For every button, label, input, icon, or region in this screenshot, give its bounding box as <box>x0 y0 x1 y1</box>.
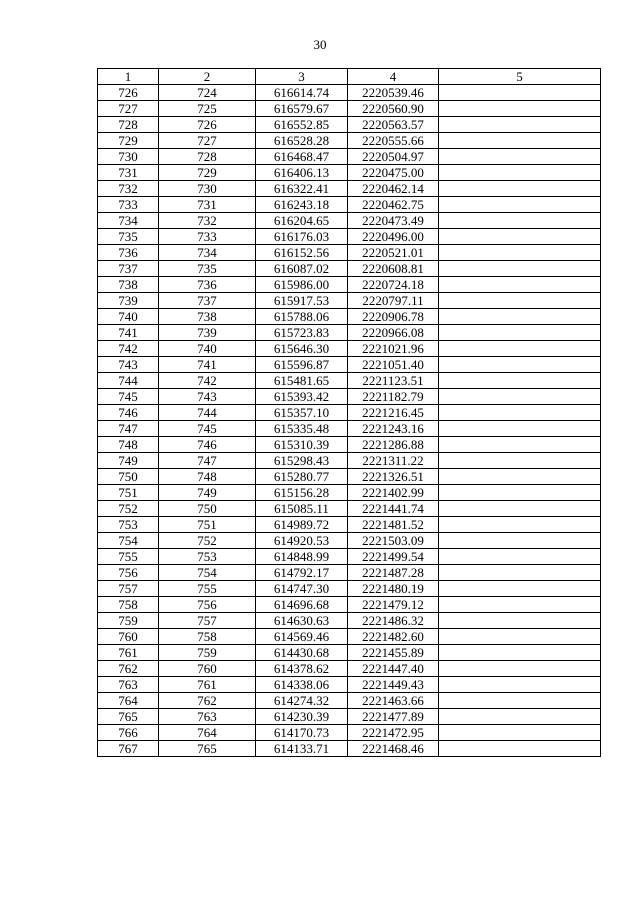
cell-col-3: 614920.53 <box>256 533 348 549</box>
cell-col-2: 731 <box>159 197 256 213</box>
cell-col-5 <box>439 725 601 741</box>
cell-col-4: 2221472.95 <box>348 725 439 741</box>
cell-col-5 <box>439 741 601 757</box>
cell-col-2: 733 <box>159 229 256 245</box>
cell-col-2: 755 <box>159 581 256 597</box>
cell-col-3: 615357.10 <box>256 405 348 421</box>
table-row <box>98 565 601 581</box>
cell-col-4: 2221311.22 <box>348 453 439 469</box>
cell-col-4: 2221455.89 <box>348 645 439 661</box>
cell-col-1: 738 <box>98 277 159 293</box>
cell-col-5 <box>439 181 601 197</box>
column-header-4: 4 <box>348 69 439 85</box>
table-row <box>98 533 601 549</box>
cell-col-5 <box>439 517 601 533</box>
table-row <box>98 725 601 741</box>
cell-col-4: 2220496.00 <box>348 229 439 245</box>
cell-col-5 <box>439 597 601 613</box>
cell-col-1: 746 <box>98 405 159 421</box>
table-row <box>98 581 601 597</box>
cell-col-1: 737 <box>98 261 159 277</box>
cell-col-4: 2221051.40 <box>348 357 439 373</box>
cell-col-2: 749 <box>159 485 256 501</box>
cell-col-1: 740 <box>98 309 159 325</box>
cell-col-1: 727 <box>98 101 159 117</box>
cell-col-2: 754 <box>159 565 256 581</box>
cell-col-2: 737 <box>159 293 256 309</box>
cell-col-4: 2221477.89 <box>348 709 439 725</box>
cell-col-2: 734 <box>159 245 256 261</box>
cell-col-1: 731 <box>98 165 159 181</box>
table-row <box>98 277 601 293</box>
cell-col-1: 733 <box>98 197 159 213</box>
cell-col-1: 726 <box>98 85 159 101</box>
cell-col-1: 734 <box>98 213 159 229</box>
cell-col-1: 759 <box>98 613 159 629</box>
cell-col-1: 755 <box>98 549 159 565</box>
table-row <box>98 677 601 693</box>
cell-col-4: 2221402.99 <box>348 485 439 501</box>
cell-col-5 <box>439 501 601 517</box>
cell-col-5 <box>439 709 601 725</box>
cell-col-1: 735 <box>98 229 159 245</box>
cell-col-1: 739 <box>98 293 159 309</box>
cell-col-4: 2220555.66 <box>348 133 439 149</box>
cell-col-2: 752 <box>159 533 256 549</box>
cell-col-5 <box>439 165 601 181</box>
cell-col-1: 749 <box>98 453 159 469</box>
cell-col-3: 616243.18 <box>256 197 348 213</box>
cell-col-5 <box>439 357 601 373</box>
table-row <box>98 341 601 357</box>
cell-col-2: 724 <box>159 85 256 101</box>
cell-col-2: 726 <box>159 117 256 133</box>
column-header-5: 5 <box>439 69 601 85</box>
cell-col-4: 2221487.28 <box>348 565 439 581</box>
cell-col-1: 730 <box>98 149 159 165</box>
cell-col-5 <box>439 613 601 629</box>
cell-col-5 <box>439 261 601 277</box>
table-row <box>98 421 601 437</box>
table-row <box>98 245 601 261</box>
cell-col-1: 752 <box>98 501 159 517</box>
cell-col-2: 758 <box>159 629 256 645</box>
table-row <box>98 101 601 117</box>
cell-col-2: 764 <box>159 725 256 741</box>
cell-col-2: 762 <box>159 693 256 709</box>
table-row <box>98 325 601 341</box>
cell-col-5 <box>439 373 601 389</box>
cell-col-3: 614569.46 <box>256 629 348 645</box>
cell-col-5 <box>439 581 601 597</box>
cell-col-5 <box>439 469 601 485</box>
table-row <box>98 453 601 469</box>
cell-col-4: 2221503.09 <box>348 533 439 549</box>
column-header-3: 3 <box>256 69 348 85</box>
cell-col-3: 614747.30 <box>256 581 348 597</box>
cell-col-1: 761 <box>98 645 159 661</box>
table-row <box>98 309 601 325</box>
cell-col-4: 2220539.46 <box>348 85 439 101</box>
table-row <box>98 469 601 485</box>
table-body <box>98 85 601 757</box>
cell-col-4: 2220473.49 <box>348 213 439 229</box>
cell-col-4: 2221123.51 <box>348 373 439 389</box>
cell-col-5 <box>439 133 601 149</box>
cell-col-3: 615596.87 <box>256 357 348 373</box>
table-row <box>98 597 601 613</box>
table-row <box>98 549 601 565</box>
cell-col-1: 762 <box>98 661 159 677</box>
table-row <box>98 293 601 309</box>
cell-col-3: 615335.48 <box>256 421 348 437</box>
table-row <box>98 485 601 501</box>
cell-col-5 <box>439 421 601 437</box>
cell-col-3: 614792.17 <box>256 565 348 581</box>
cell-col-4: 2221243.16 <box>348 421 439 437</box>
cell-col-5 <box>439 341 601 357</box>
cell-col-1: 757 <box>98 581 159 597</box>
cell-col-4: 2220966.08 <box>348 325 439 341</box>
cell-col-4: 2220563.57 <box>348 117 439 133</box>
cell-col-1: 742 <box>98 341 159 357</box>
cell-col-5 <box>439 389 601 405</box>
cell-col-3: 614848.99 <box>256 549 348 565</box>
cell-col-2: 740 <box>159 341 256 357</box>
cell-col-2: 744 <box>159 405 256 421</box>
cell-col-4: 2220475.00 <box>348 165 439 181</box>
cell-col-1: 758 <box>98 597 159 613</box>
cell-col-1: 732 <box>98 181 159 197</box>
cell-col-3: 616087.02 <box>256 261 348 277</box>
table-header <box>98 69 601 85</box>
cell-col-3: 616552.85 <box>256 117 348 133</box>
cell-col-2: 725 <box>159 101 256 117</box>
cell-col-4: 2220797.11 <box>348 293 439 309</box>
cell-col-2: 757 <box>159 613 256 629</box>
cell-col-1: 765 <box>98 709 159 725</box>
cell-col-5 <box>439 229 601 245</box>
cell-col-2: 736 <box>159 277 256 293</box>
cell-col-3: 614274.32 <box>256 693 348 709</box>
cell-col-5 <box>439 85 601 101</box>
cell-col-4: 2220724.18 <box>348 277 439 293</box>
column-header-2: 2 <box>159 69 256 85</box>
table-row <box>98 501 601 517</box>
table-row <box>98 133 601 149</box>
cell-col-5 <box>439 293 601 309</box>
cell-col-3: 614170.73 <box>256 725 348 741</box>
cell-col-3: 616614.74 <box>256 85 348 101</box>
cell-col-4: 2221463.66 <box>348 693 439 709</box>
cell-col-4: 2221441.74 <box>348 501 439 517</box>
cell-col-1: 751 <box>98 485 159 501</box>
cell-col-1: 754 <box>98 533 159 549</box>
table-row <box>98 693 601 709</box>
table-row <box>98 117 601 133</box>
cell-col-4: 2220462.75 <box>348 197 439 213</box>
cell-col-2: 753 <box>159 549 256 565</box>
cell-col-5 <box>439 437 601 453</box>
table-row <box>98 165 601 181</box>
cell-col-5 <box>439 245 601 261</box>
cell-col-3: 615646.30 <box>256 341 348 357</box>
cell-col-5 <box>439 645 601 661</box>
cell-col-1: 729 <box>98 133 159 149</box>
cell-col-4: 2220504.97 <box>348 149 439 165</box>
cell-col-4: 2220462.14 <box>348 181 439 197</box>
cell-col-3: 615156.28 <box>256 485 348 501</box>
cell-col-2: 750 <box>159 501 256 517</box>
cell-col-2: 732 <box>159 213 256 229</box>
cell-col-5 <box>439 661 601 677</box>
cell-col-2: 760 <box>159 661 256 677</box>
table-row <box>98 373 601 389</box>
cell-col-4: 2221468.46 <box>348 741 439 757</box>
cell-col-2: 756 <box>159 597 256 613</box>
cell-col-3: 616528.28 <box>256 133 348 149</box>
cell-col-5 <box>439 549 601 565</box>
cell-col-3: 615085.11 <box>256 501 348 517</box>
cell-col-4: 2221286.88 <box>348 437 439 453</box>
cell-col-3: 616468.47 <box>256 149 348 165</box>
cell-col-5 <box>439 565 601 581</box>
table-row <box>98 613 601 629</box>
cell-col-4: 2220560.90 <box>348 101 439 117</box>
cell-col-1: 745 <box>98 389 159 405</box>
cell-col-3: 615723.83 <box>256 325 348 341</box>
cell-col-2: 748 <box>159 469 256 485</box>
cell-col-4: 2221482.60 <box>348 629 439 645</box>
cell-col-5 <box>439 277 601 293</box>
cell-col-1: 756 <box>98 565 159 581</box>
cell-col-2: 743 <box>159 389 256 405</box>
cell-col-2: 735 <box>159 261 256 277</box>
cell-col-3: 616406.13 <box>256 165 348 181</box>
cell-col-1: 753 <box>98 517 159 533</box>
header-row <box>98 69 601 85</box>
cell-col-4: 2221326.51 <box>348 469 439 485</box>
table-row <box>98 405 601 421</box>
cell-col-1: 728 <box>98 117 159 133</box>
cell-col-2: 730 <box>159 181 256 197</box>
cell-col-5 <box>439 325 601 341</box>
cell-col-4: 2221449.43 <box>348 677 439 693</box>
cell-col-1: 741 <box>98 325 159 341</box>
table-row <box>98 85 601 101</box>
table-row <box>98 741 601 757</box>
cell-col-1: 760 <box>98 629 159 645</box>
cell-col-2: 741 <box>159 357 256 373</box>
cell-col-4: 2220906.78 <box>348 309 439 325</box>
cell-col-3: 616176.03 <box>256 229 348 245</box>
cell-col-3: 614338.06 <box>256 677 348 693</box>
cell-col-2: 765 <box>159 741 256 757</box>
cell-col-5 <box>439 149 601 165</box>
table-row <box>98 229 601 245</box>
table-row <box>98 517 601 533</box>
cell-col-1: 744 <box>98 373 159 389</box>
cell-col-4: 2221481.52 <box>348 517 439 533</box>
cell-col-3: 614378.62 <box>256 661 348 677</box>
table-row <box>98 149 601 165</box>
cell-col-5 <box>439 485 601 501</box>
table-row <box>98 629 601 645</box>
cell-col-4: 2220608.81 <box>348 261 439 277</box>
cell-col-5 <box>439 677 601 693</box>
cell-col-3: 616204.65 <box>256 213 348 229</box>
cell-col-5 <box>439 533 601 549</box>
table-row <box>98 213 601 229</box>
cell-col-2: 729 <box>159 165 256 181</box>
cell-col-3: 614133.71 <box>256 741 348 757</box>
cell-col-1: 736 <box>98 245 159 261</box>
cell-col-5 <box>439 405 601 421</box>
table-row <box>98 261 601 277</box>
cell-col-5 <box>439 693 601 709</box>
cell-col-3: 615310.39 <box>256 437 348 453</box>
cell-col-2: 738 <box>159 309 256 325</box>
cell-col-1: 764 <box>98 693 159 709</box>
table-row <box>98 197 601 213</box>
coordinates-table <box>97 68 601 757</box>
cell-col-3: 615298.43 <box>256 453 348 469</box>
cell-col-4: 2221447.40 <box>348 661 439 677</box>
cell-col-4: 2221021.96 <box>348 341 439 357</box>
table-row <box>98 645 601 661</box>
cell-col-2: 727 <box>159 133 256 149</box>
cell-col-3: 615917.53 <box>256 293 348 309</box>
cell-col-2: 759 <box>159 645 256 661</box>
cell-col-2: 761 <box>159 677 256 693</box>
cell-col-5 <box>439 453 601 469</box>
cell-col-4: 2221486.32 <box>348 613 439 629</box>
table-row <box>98 661 601 677</box>
cell-col-1: 750 <box>98 469 159 485</box>
cell-col-4: 2221216.45 <box>348 405 439 421</box>
table-row <box>98 357 601 373</box>
cell-col-3: 615788.06 <box>256 309 348 325</box>
cell-col-3: 615393.42 <box>256 389 348 405</box>
cell-col-4: 2221182.79 <box>348 389 439 405</box>
cell-col-3: 615986.00 <box>256 277 348 293</box>
cell-col-4: 2221499.54 <box>348 549 439 565</box>
cell-col-5 <box>439 213 601 229</box>
table-row <box>98 437 601 453</box>
cell-col-2: 747 <box>159 453 256 469</box>
table-row <box>98 181 601 197</box>
cell-col-1: 763 <box>98 677 159 693</box>
cell-col-2: 745 <box>159 421 256 437</box>
cell-col-1: 767 <box>98 741 159 757</box>
cell-col-5 <box>439 629 601 645</box>
cell-col-2: 742 <box>159 373 256 389</box>
cell-col-4: 2221480.19 <box>348 581 439 597</box>
cell-col-2: 739 <box>159 325 256 341</box>
table-row <box>98 389 601 405</box>
cell-col-1: 747 <box>98 421 159 437</box>
cell-col-4: 2221479.12 <box>348 597 439 613</box>
cell-col-3: 614696.68 <box>256 597 348 613</box>
column-header-1: 1 <box>98 69 159 85</box>
cell-col-5 <box>439 197 601 213</box>
cell-col-3: 614430.68 <box>256 645 348 661</box>
cell-col-5 <box>439 101 601 117</box>
cell-col-3: 616322.41 <box>256 181 348 197</box>
cell-col-4: 2220521.01 <box>348 245 439 261</box>
cell-col-3: 614630.63 <box>256 613 348 629</box>
table-row <box>98 709 601 725</box>
cell-col-5 <box>439 309 601 325</box>
cell-col-1: 743 <box>98 357 159 373</box>
cell-col-1: 766 <box>98 725 159 741</box>
cell-col-2: 728 <box>159 149 256 165</box>
page-number: 30 <box>313 37 327 52</box>
cell-col-3: 616152.56 <box>256 245 348 261</box>
cell-col-2: 751 <box>159 517 256 533</box>
cell-col-2: 763 <box>159 709 256 725</box>
cell-col-1: 748 <box>98 437 159 453</box>
cell-col-3: 614989.72 <box>256 517 348 533</box>
cell-col-3: 615481.65 <box>256 373 348 389</box>
cell-col-3: 616579.67 <box>256 101 348 117</box>
cell-col-3: 615280.77 <box>256 469 348 485</box>
cell-col-5 <box>439 117 601 133</box>
cell-col-3: 614230.39 <box>256 709 348 725</box>
cell-col-2: 746 <box>159 437 256 453</box>
